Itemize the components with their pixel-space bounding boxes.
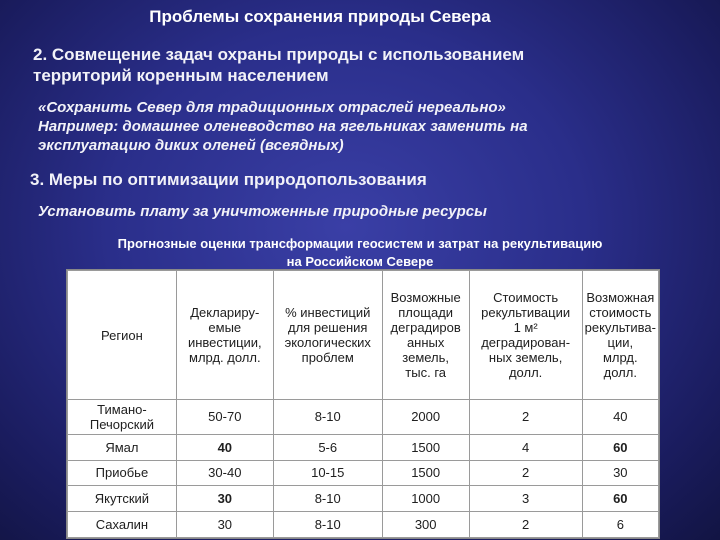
- cell-area: 1000: [382, 486, 469, 512]
- header-degraded-area: [382, 271, 469, 400]
- cell-cost-m2: 4: [469, 434, 582, 460]
- cell-percent: 8-10: [273, 486, 382, 512]
- header-total-reclamation-cost: [582, 271, 658, 400]
- cell-area: 2000: [382, 400, 469, 435]
- header-text: земель,: [402, 350, 450, 365]
- section-2-heading: [33, 44, 524, 86]
- cell-cost-m2: 2: [469, 460, 582, 486]
- table-header-row: [68, 271, 659, 400]
- quote-line-1: «Сохранить Север для традиционных отраслей нереально»: [38, 99, 506, 116]
- section-3-heading: 3. Меры по оптимизации природопользования: [30, 170, 427, 189]
- header-text: для решения: [288, 320, 368, 335]
- header-reclamation-cost-m2: [469, 271, 582, 400]
- cell-invest: 30-40: [176, 460, 273, 486]
- header-text: деградиров: [390, 320, 461, 335]
- cell-area: 1500: [382, 460, 469, 486]
- header-text: рекультива-: [584, 320, 656, 335]
- header-text: ции,: [607, 335, 634, 350]
- header-text: стоимость: [589, 305, 652, 320]
- header-text: емые: [208, 320, 242, 335]
- header-region: [68, 271, 177, 400]
- header-text: проблем: [301, 350, 354, 365]
- header-text: экологических: [284, 335, 371, 350]
- set-fee-text: Установить плату за уничтоженные природные ресурсы: [38, 203, 487, 220]
- header-declared-investment: [176, 271, 273, 400]
- cell-total: 40: [582, 400, 658, 435]
- section-2-line-2: территорий коренным населением: [33, 66, 329, 85]
- region-text: Печорский: [89, 416, 154, 432]
- header-text: тыс. га: [405, 365, 447, 380]
- cell-invest: 30: [176, 486, 273, 512]
- header-text: млрд. долл.: [189, 350, 261, 365]
- cell-area: 300: [382, 512, 469, 538]
- header-text: анных: [406, 335, 445, 350]
- quote-line-2: Например: домашнее оленеводство на ягельниках заменить на: [38, 118, 528, 135]
- header-text: млрд. долл.: [602, 350, 638, 380]
- table-row: [68, 400, 659, 435]
- table-row: [68, 460, 659, 486]
- cell-percent: 8-10: [273, 400, 382, 435]
- quote-block: [38, 98, 528, 155]
- caption-line-2: на Российском Севере: [286, 254, 434, 269]
- header-text: долл.: [508, 365, 543, 380]
- cell-percent: 8-10: [273, 512, 382, 538]
- slide-title: Проблемы сохранения природы Севера: [149, 7, 491, 26]
- header-text: площади: [398, 305, 454, 320]
- data-table-container: [66, 269, 660, 539]
- header-text: % инвестиций: [285, 305, 371, 320]
- cell-area: 1500: [382, 434, 469, 460]
- cell-total: 30: [582, 460, 658, 486]
- table-caption: [55, 235, 665, 271]
- region-text: Тимано-: [97, 401, 147, 417]
- header-text: 1 м²: [513, 320, 538, 335]
- cell-cost-m2: 2: [469, 512, 582, 538]
- cell-region: Ямал: [68, 434, 177, 460]
- header-investment-percent: [273, 271, 382, 400]
- cell-region: [68, 400, 177, 435]
- header-text: инвестиции,: [187, 335, 262, 350]
- cell-invest: 30: [176, 512, 273, 538]
- header-text: Деклариру-: [190, 305, 260, 320]
- cell-cost-m2: 2: [469, 400, 582, 435]
- data-table: [67, 270, 659, 538]
- header-text: Возможные: [390, 290, 461, 305]
- quote-line-3: эксплуатацию диких оленей (всеядных): [38, 137, 344, 154]
- cell-percent: 10-15: [273, 460, 382, 486]
- caption-line-1: Прогнозные оценки трансформации геосистем и затрат на рекультивацию: [117, 236, 603, 251]
- table-row: [68, 434, 659, 460]
- header-text: ных земель,: [488, 350, 563, 365]
- table-row: [68, 512, 659, 538]
- table-row: [68, 486, 659, 512]
- cell-region: Сахалин: [68, 512, 177, 538]
- cell-invest: 40: [176, 434, 273, 460]
- cell-total: 6: [582, 512, 658, 538]
- cell-region: Приобье: [68, 460, 177, 486]
- header-text: деградирован-: [481, 335, 571, 350]
- cell-region: Якутский: [68, 486, 177, 512]
- header-region-text: Регион: [101, 327, 143, 343]
- section-2-line-1: 2. Совмещение задач охраны природы с использованием: [33, 45, 525, 64]
- cell-total: 60: [582, 434, 658, 460]
- header-text: рекультивации: [481, 305, 571, 320]
- cell-percent: 5-6: [273, 434, 382, 460]
- header-text: Возможная: [586, 290, 655, 305]
- cell-invest: 50-70: [176, 400, 273, 435]
- cell-cost-m2: 3: [469, 486, 582, 512]
- cell-total: 60: [582, 486, 658, 512]
- header-text: Стоимость: [493, 290, 559, 305]
